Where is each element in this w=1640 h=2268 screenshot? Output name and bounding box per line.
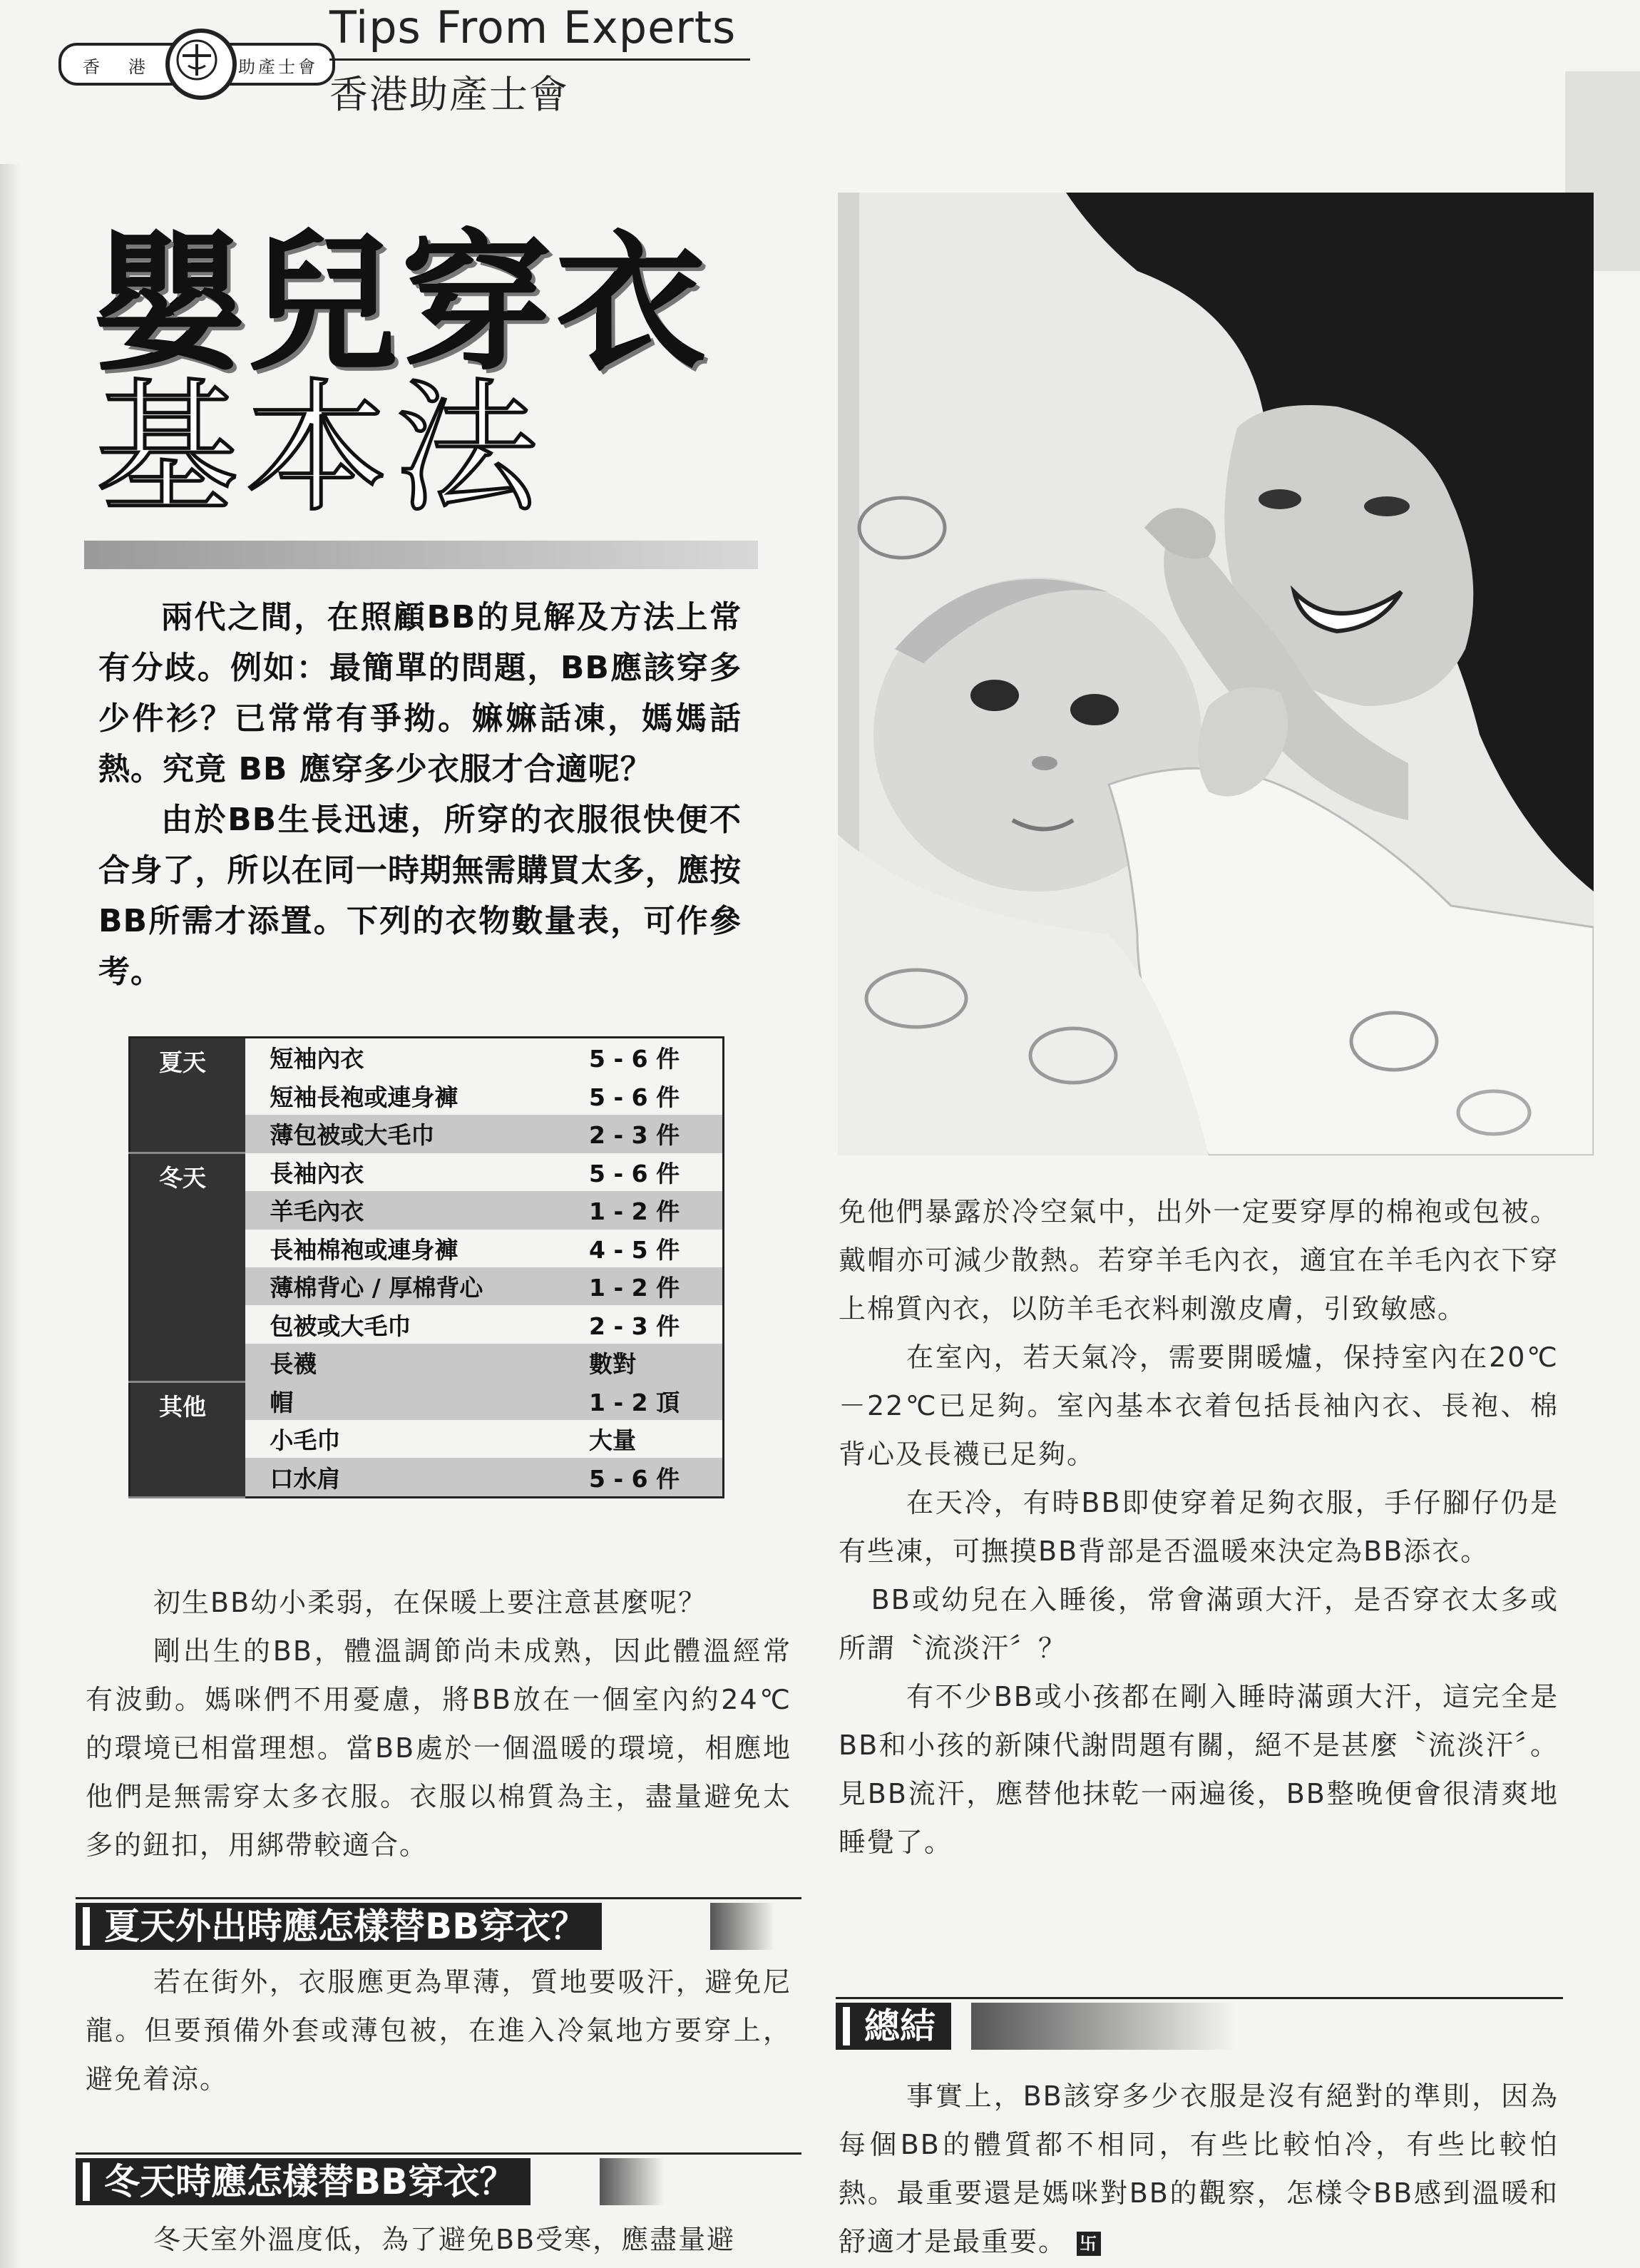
body-paragraph: BB或幼兒在入睡後，常會滿頭大汗，是否穿衣太多或所謂〝流淡汗〞？ <box>839 1584 1559 1664</box>
header-rule <box>329 58 750 61</box>
table-qty: 1 - 2 件 <box>589 1191 724 1229</box>
table-qty: 1 - 2 件 <box>589 1267 724 1305</box>
clothing-quantity-table <box>128 1036 724 1498</box>
table-item: 帽 <box>245 1381 589 1419</box>
logo-seal-icon <box>165 29 237 100</box>
table-item: 薄包被或大毛巾 <box>245 1115 589 1153</box>
table-category-winter: 冬天 <box>130 1153 246 1382</box>
table-qty: 5 - 6 件 <box>589 1458 724 1497</box>
section-rule <box>836 1997 1563 1999</box>
table-qty: 4 - 5 件 <box>589 1230 724 1267</box>
table-item: 短袖長袍或連身褲 <box>245 1077 589 1115</box>
body-paragraph: 冬天室外溫度低，為了避免BB受寒，應盡量避 <box>153 2224 736 2255</box>
section-heading-winter <box>76 2152 801 2202</box>
logo-text-left: 香 <box>83 57 103 77</box>
table-qty: 2 - 3 件 <box>589 1115 724 1153</box>
header-title-en: Tips From Experts <box>329 1 737 53</box>
article-title-line2: 基本法 <box>96 366 545 532</box>
table-item: 薄棉背心 / 厚棉背心 <box>245 1267 589 1305</box>
article-intro <box>98 592 742 997</box>
table-item: 羊毛內衣 <box>245 1191 589 1229</box>
end-mark-icon: 卐 <box>1077 2232 1101 2256</box>
section-heading-text: 冬天時應怎樣替BB穿衣？ <box>76 2158 531 2205</box>
table-item: 口水肩 <box>245 1458 589 1497</box>
section-rule <box>76 1897 801 1899</box>
table-item: 小毛巾 <box>245 1420 589 1458</box>
body-paragraph: 若在街外，衣服應更為單薄，質地要吸汗，避免尼龍。但要預備外套或薄包被，在進入冷氣地方要穿上，避免着涼。 <box>86 1966 791 2095</box>
body-paragraph: 在室內，若天氣冷，需要開暖爐，保持室內在20℃－22℃已足夠。室內基本衣着包括長袖內衣、長袍、棉背心及長襪已足夠。 <box>839 1342 1559 1470</box>
body-paragraph: 有不少BB或小孩都在剛入睡時滿頭大汗，這完全是BB和小孩的新陳代謝問題有關，絕不是甚麼〝流淡汗〞。見BB流汗，應替他抹乾一兩遍後，BB整晚便會很清爽地睡覺了。 <box>839 1681 1559 1858</box>
table-item: 長袖內衣 <box>245 1153 589 1191</box>
section-heading-fade <box>600 2158 664 2205</box>
right-body-text <box>839 1187 1559 1866</box>
mother-baby-photo <box>838 193 1594 1155</box>
table-qty: 大量 <box>589 1420 724 1458</box>
logo-text-mid: 港 <box>128 57 148 77</box>
table-category-summer: 夏天 <box>130 1038 246 1153</box>
table-row <box>130 1038 724 1077</box>
table-row <box>130 1381 724 1419</box>
winter-section-text <box>86 2215 791 2264</box>
table-item: 短袖內衣 <box>245 1038 589 1077</box>
article-title-line1: 嬰兒穿衣 <box>94 217 711 392</box>
association-logo <box>58 29 329 94</box>
header-title-zh: 香港助產士會 <box>329 72 569 117</box>
section-heading-fade <box>971 2003 1235 2050</box>
table-qty: 數對 <box>589 1344 724 1381</box>
section-heading-text: 夏天外出時應怎樣替BB穿衣？ <box>76 1903 602 1950</box>
table-qty: 5 - 6 件 <box>589 1077 724 1115</box>
title-underline-bar <box>84 541 758 569</box>
table-qty: 5 - 6 件 <box>589 1038 724 1077</box>
section-heading-summary <box>836 1997 1563 2047</box>
intro-paragraph-1: 兩代之間，在照顧BB的見解及方法上常有分歧。例如：最簡單的問題，BB應該穿多少件衫？已常常有爭拗。嫲嫲話凍，媽媽話熱。究竟 BB 應穿多少衣服才合適呢？ <box>98 599 742 787</box>
table-qty: 1 - 2 頂 <box>589 1381 724 1419</box>
summary-text <box>839 2072 1559 2266</box>
table-qty: 5 - 6 件 <box>589 1153 724 1191</box>
summary-body: 事實上，BB該穿多少衣服是沒有絕對的準則，因為每個BB的體質都不相同，有些比較怕冷，有些比較怕熱。最重要還是媽咪對BB的觀察，怎樣令BB感到溫暖和舒適才是最重要。 <box>839 2080 1559 2257</box>
section-heading-text: 總結 <box>836 2003 951 2050</box>
table-qty: 2 - 3 件 <box>589 1305 724 1343</box>
body-paragraph: 剛出生的BB，體溫調節尚未成熟，因此體溫經常有波動。媽咪們不用憂慮，將BB放在一個室內約24℃的環境已相當理想。當BB處於一個溫暖的環境，相應地他們是無需穿太多衣服。衣服以棉質為主，盡量避免太多的鈕扣，用綁帶較適合。 <box>86 1635 791 1861</box>
table-item: 包被或大毛巾 <box>245 1305 589 1343</box>
summer-section-text <box>86 1958 791 2103</box>
body-paragraph: 免他們暴露於冷空氣中，出外一定要穿厚的棉袍或包被。戴帽亦可減少散熱。若穿羊毛內衣，適宜在羊毛內衣下穿上棉質內衣，以防羊毛衣料刺激皮膚，引致敏感。 <box>839 1196 1559 1324</box>
logo-text-right: 助產士會 <box>238 57 318 77</box>
body-paragraph: 初生BB幼小柔弱，在保暖上要注意甚麼呢？ <box>153 1587 707 1618</box>
table-category-other: 其他 <box>130 1381 246 1497</box>
table-row <box>130 1153 724 1191</box>
section-heading-fade <box>710 1903 774 1950</box>
page-edge <box>0 164 21 2268</box>
left-body-text <box>86 1578 791 1869</box>
section-rule <box>76 2152 801 2155</box>
table-item: 長襪 <box>245 1344 589 1381</box>
table-item: 長袖棉袍或連身褲 <box>245 1230 589 1267</box>
intro-paragraph-2: 由於BB生長迅速，所穿的衣服很快便不合身了，所以在同一時期無需購買太多，應按BB所需才添置。下列的衣物數量表，可作參考。 <box>98 802 742 990</box>
body-paragraph: 在天冷，有時BB即使穿着足夠衣服，手仔腳仔仍是有些凍，可撫摸BB背部是否溫暖來決定為BB添衣。 <box>839 1487 1559 1567</box>
body-paragraph <box>839 2072 1559 2266</box>
section-heading-summer <box>76 1897 801 1947</box>
